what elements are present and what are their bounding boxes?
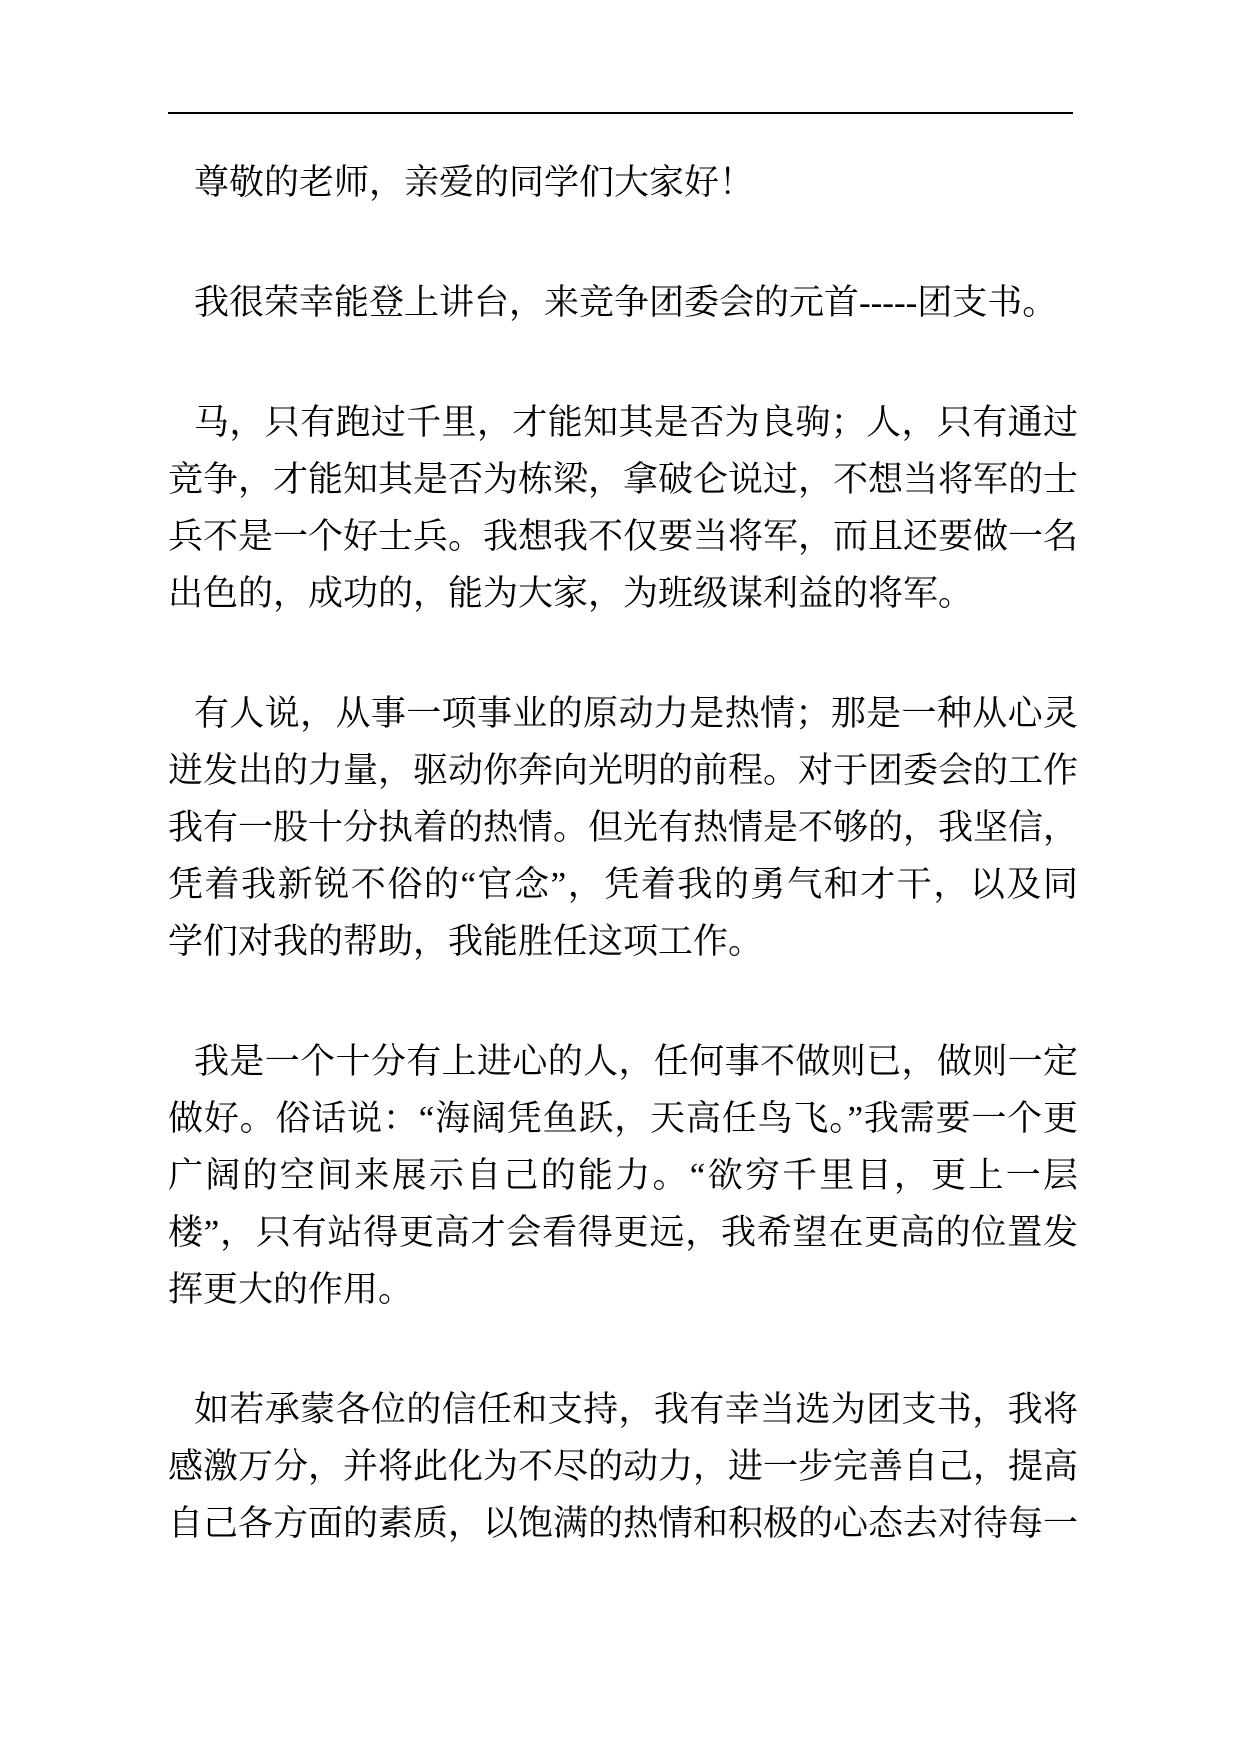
paragraph [168, 1033, 1078, 1318]
paragraph [168, 394, 1078, 622]
text-line: 我有一股十分执着的热情。但光有热情是不够的，我坚信， [168, 808, 1079, 847]
text-line: 如若承蒙各位的信任和支持，我有幸当选为团支书，我将 [194, 1390, 1078, 1429]
header-rule [168, 112, 1073, 114]
paragraph [168, 274, 1078, 331]
text-line: 尊敬的老师，亲爱的同学们大家好！ [194, 163, 755, 202]
document-body [168, 115, 1078, 1615]
text-line: 有人说，从事一项事业的原动力是热情；那是一种从心灵 [194, 694, 1078, 733]
text-line: 楼”，只有站得更高才会看得更远，我希望在更高的位置发 [168, 1213, 1078, 1252]
text-line: 学们对我的帮助，我能胜任这项工作。 [168, 922, 764, 961]
text-line: 兵不是一个好士兵。我想我不仅要当将军，而且还要做一名 [168, 517, 1079, 556]
text-line: 竞争，才能知其是否为栋梁，拿破仑说过，不想当将军的士 [168, 460, 1079, 499]
text-line: 凭着我新锐不俗的“官念”，凭着我的勇气和才干，以及同 [168, 865, 1078, 904]
text-line: 自己各方面的素质，以饱满的热情和积极的心态去对待每一 [168, 1504, 1079, 1543]
text-line: 马，只有跑过千里，才能知其是否为良驹；人，只有通过 [194, 403, 1078, 442]
text-line: 出色的，成功的，能为大家，为班级谋利益的将军。 [168, 574, 974, 613]
text-line: 迸发出的力量，驱动你奔向光明的前程。对于团委会的工作 [168, 751, 1079, 790]
text-line: 我是一个十分有上进心的人，任何事不做则已，做则一定 [194, 1042, 1078, 1081]
paragraph [168, 685, 1078, 970]
text-line: 广阔的空间来展示自己的能力。“欲穷千里目，更上一层 [168, 1156, 1078, 1195]
paragraph [168, 1381, 1078, 1552]
text-line: 挥更大的作用。 [168, 1270, 414, 1309]
text-line: 感激万分，并将此化为不尽的动力，进一步完善自己，提高 [168, 1447, 1079, 1486]
paragraph [168, 154, 1078, 211]
text-line: 我很荣幸能登上讲台，来竞争团委会的元首-----团支书。 [194, 283, 1058, 322]
text-line: 做好。俗话说：“海阔凭鱼跃，天高任鸟飞。”我需要一个更 [168, 1099, 1078, 1138]
